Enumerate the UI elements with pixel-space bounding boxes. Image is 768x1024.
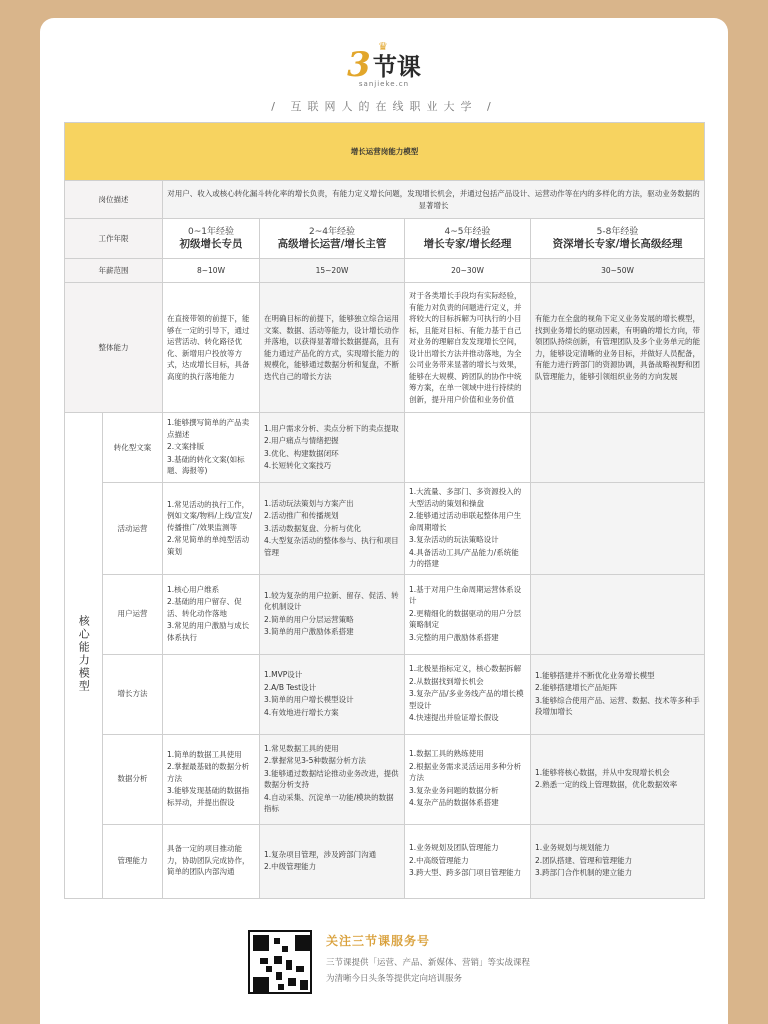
ability-item: 2.基础的用户留存、促活、转化动作落地 <box>167 597 242 618</box>
core-ability-cell <box>531 824 705 898</box>
years-col: 4~5年经验 增长专家/增长经理 <box>405 219 531 259</box>
ability-item: 1.能够搭建并不断优化业务增长模型 <box>535 670 655 680</box>
core-ability-cell <box>260 574 405 654</box>
ability-item: 2.能够搭建增长产品矩阵 <box>535 683 618 692</box>
core-ability-cell <box>163 574 260 654</box>
ability-model-table <box>64 122 705 899</box>
crown-icon: ♛ <box>378 40 388 53</box>
ability-item: 2.常见简单的单纯型活动策划 <box>167 535 250 556</box>
core-ability-cell <box>405 483 531 575</box>
ability-item: 1.业务规划与规划能力 <box>535 843 610 853</box>
ability-item: 3.基础的转化文案(如标题、海报等) <box>167 454 245 476</box>
core-ability-cell <box>405 734 531 824</box>
ability-item: 2.根据业务需求灵活运用多种分析方法 <box>409 761 522 783</box>
core-ability-label: 管理能力 <box>103 824 163 898</box>
poster-card <box>40 18 728 1024</box>
core-ability-cell <box>531 654 705 734</box>
ability-item: 4.复杂产品的数据体系搭建 <box>409 798 499 808</box>
ability-item: 1.能够撰写简单的产品卖点描述 <box>167 418 250 439</box>
ability-item: 具备一定的项目推动能力，协助团队完成协作，简单的团队内部沟通 <box>167 844 250 877</box>
footer <box>40 930 728 1010</box>
years-col: 2~4年经验 高级增长运营/增长主管 <box>260 219 405 259</box>
core-ability-cell <box>531 413 705 483</box>
ability-item: 1.大流量、多部门、多资源投入的大型活动的策划和操盘 <box>409 487 522 508</box>
ability-item: 3.能够综合使用产品、运营、数据、技术等多种手段增加增长 <box>535 695 700 716</box>
core-ability-cell <box>531 574 705 654</box>
ability-item: 3.简单的用户增长模型设计 <box>264 695 354 704</box>
ability-item: 3.活动数据复盘、分析与优化 <box>264 523 362 533</box>
ability-item: 2.团队搭建、管理和管理能力 <box>535 855 633 865</box>
core-ability-cell <box>163 824 260 898</box>
ability-item: 1.核心用户维系 <box>167 584 220 594</box>
ability-item: 2.掌握最基础的数据分析方法 <box>167 762 250 783</box>
ability-item: 1.北极星指标定义，核心数据拆解 <box>409 664 522 674</box>
ability-item: 1.数据工具的熟练使用 <box>409 749 484 759</box>
ability-item: 1.基于对用户生命周期运营体系设计 <box>409 584 522 606</box>
footer-title: 关注三节课服务号 <box>326 934 431 948</box>
overall-cell: 对于各类增长手段均有实际经验，有能力对负责的问题进行定义，并将较大的目标拆解为可执行的小目标，且能对目标、有能力基于自己对业务的理解自发发现增长空间，设计出增长方法并推动落地，为全公司业务带来显著的增长与效果，能够在大规模、跨团队的协作中统筹方案，在单一领域中进行持续的创新，提升用户价值和业务价值 <box>405 283 531 413</box>
core-ability-label: 增长方法 <box>103 654 163 734</box>
ability-item: 1.用户需求分析、卖点分析下的卖点提取 <box>264 423 399 433</box>
ability-item: 1.复杂项目管理，涉及跨部门沟通 <box>264 849 377 859</box>
ability-item: 3.能够发现基础的数据指标异动，并提出假设 <box>167 786 250 807</box>
footer-line: 为清晰今日头条等提供定向培训服务 <box>326 974 463 984</box>
core-ability-cell <box>260 413 405 483</box>
core-ability-cell <box>405 824 531 898</box>
ability-item: 2.A/B Test设计 <box>264 682 317 692</box>
core-ability-cell <box>163 734 260 824</box>
ability-item: 3.复杂产品/多业务线产品的增长模型设计 <box>409 689 524 710</box>
ability-item: 2.从数据找到增长机会 <box>409 676 484 686</box>
ability-item: 3.简单的用户激励体系搭建 <box>264 627 354 636</box>
ability-item: 2.用户痛点与情绪把握 <box>264 436 339 445</box>
ability-item: 3.复杂业务问题的数据分析 <box>409 785 499 795</box>
ability-item: 4.长短转化文案技巧 <box>264 461 332 470</box>
ability-item: 2.中高级管理能力 <box>409 855 469 865</box>
ability-item: 1.业务规划及团队管理能力 <box>409 843 499 853</box>
core-row <box>65 483 705 575</box>
logo-number: 3 <box>347 45 371 85</box>
core-ability-cell <box>260 654 405 734</box>
core-row <box>65 413 705 483</box>
core-row <box>65 824 705 898</box>
salary-value: 30~50W <box>531 259 705 283</box>
ability-item: 2.简单的用户分层运营策略 <box>264 614 354 624</box>
ability-item: 4.大型复杂活动的整体参与、执行和项目管理 <box>264 536 399 557</box>
core-row <box>65 574 705 654</box>
ability-item: 1.简单的数据工具使用 <box>167 749 242 759</box>
ability-item: 2.中级管理能力 <box>264 862 317 871</box>
ability-item: 2.活动推广和传播规划 <box>264 511 339 520</box>
ability-item: 4.自动采集、沉淀单一功能/模块的数据指标 <box>264 792 394 813</box>
ability-item: 2.更精细化的数据驱动的用户分层策略制定 <box>409 608 522 630</box>
core-row <box>65 734 705 824</box>
overall-row <box>65 283 705 413</box>
core-ability-section <box>65 413 705 899</box>
ability-item: 1.较为复杂的用户拉新、留存、促活、转化机制设计 <box>264 590 399 611</box>
ability-item: 3.复杂活动的玩法策略设计 <box>409 535 499 544</box>
years-col: 0~1年经验 初级增长专员 <box>163 219 260 259</box>
core-ability-cell <box>405 574 531 654</box>
core-ability-cell <box>163 413 260 483</box>
core-ability-cell <box>163 483 260 575</box>
core-ability-cell <box>163 654 260 734</box>
logo-text: 节课 <box>372 53 421 81</box>
core-ability-cell <box>260 824 405 898</box>
core-ability-label: 数据分析 <box>103 734 163 824</box>
salary-value: 8~10W <box>163 259 260 283</box>
core-ability-cell <box>531 734 705 824</box>
ability-item: 1.常见活动的执行工作，例如文案/物料/上线/宣发/传播推广/效果监测等 <box>167 499 253 532</box>
ability-item: 3.能够通过数据结论推动业务改进，提供数据分析支持 <box>264 768 399 789</box>
years-row <box>65 219 705 259</box>
core-ability-label: 活动运营 <box>103 483 163 575</box>
ability-item: 3.优化、构建数据闭环 <box>264 448 339 458</box>
core-model-label: 核心能力模型 <box>65 413 103 899</box>
ability-item: 4.具备活动工具/产品能力/系统能力的搭建 <box>409 547 519 568</box>
position-description: 对用户、收入或核心转化漏斗转化率的增长负责，有能力定义增长问题，发现增长机会，并通过包括产品设计、运营动作等在内的多样化的方法，驱动业务数据的显著增长 <box>163 181 705 219</box>
salary-row <box>65 259 705 283</box>
page-title: 增长运营岗能力模型 <box>65 123 705 181</box>
qr-code-icon <box>248 930 312 994</box>
ability-item: 1.活动玩法策划与方案产出 <box>264 498 354 508</box>
core-ability-cell <box>405 413 531 483</box>
ability-item: 2.文案排版 <box>167 442 205 452</box>
brand-logo <box>40 40 728 88</box>
footer-line: 三节课提供「运营、产品、新媒体、营销」等实战课程 <box>326 958 531 968</box>
core-ability-label: 转化型文案 <box>103 413 163 483</box>
overall-cell: 有能力在全盘的视角下定义业务发展的增长模型，找到业务增长的驱动因素，有明确的增长方向，带领团队持续创新，有管理团队及多个业务单元的能力，能够设定清晰的业务目标，并做好人员配备，有能力进行跨部门的资源协调，具备战略视野和团队管理能力，能够引领组织业务的方向发展 <box>531 283 705 413</box>
overall-cell: 在明确目标的前提下，能够独立综合运用文案、数据、活动等能力，设计增长动作并落地，以获得显著增长数据提高，且有能力通过产品化的方式，实现增长能力的规模化，能够通过数据分析和复盘，不断迭代自己的增长方法 <box>260 283 405 413</box>
core-ability-cell <box>260 483 405 575</box>
salary-label: 年薪范围 <box>65 259 163 283</box>
slogan: / 互联网人的在线职业大学 / <box>271 100 497 113</box>
position-label: 岗位描述 <box>65 181 163 219</box>
ability-item: 4.有效地进行增长方案 <box>264 707 339 717</box>
overall-cell: 在直接带领的前提下，能够在一定的引导下，通过运营活动、转化路径优化、新增用户投放等方式，达成增长目标，具备高度的执行落地能力 <box>163 283 260 413</box>
overall-label: 整体能力 <box>65 283 163 413</box>
years-col: 5-8年经验 资深增长专家/增长高级经理 <box>531 219 705 259</box>
core-row <box>65 654 705 734</box>
ability-item: 4.快速提出并验证增长假设 <box>409 713 499 723</box>
core-ability-label: 用户运营 <box>103 574 163 654</box>
ability-item: 1.常见数据工具的使用 <box>264 743 339 753</box>
ability-item: 2.掌握常见3-5种数据分析方法 <box>264 756 366 765</box>
core-ability-cell <box>531 483 705 575</box>
salary-value: 20~30W <box>405 259 531 283</box>
core-ability-cell <box>405 654 531 734</box>
ability-item: 1.MVP设计 <box>264 670 303 679</box>
ability-item: 3.完整的用户激励体系搭建 <box>409 632 499 642</box>
ability-item: 2.熟悉一定的线上管理数据，优化数据效率 <box>535 780 678 789</box>
logo-domain: sanjieke.cn <box>358 80 410 88</box>
ability-item: 3.常见的用户激励与成长体系执行 <box>167 621 250 642</box>
years-label: 工作年限 <box>65 219 163 259</box>
ability-item: 3.跨部门合作机制的建立能力 <box>535 868 633 878</box>
ability-item: 3.跨大型、跨多部门项目管理能力 <box>409 868 522 878</box>
ability-item: 1.能够将核心数据，并从中发现增长机会 <box>535 767 670 777</box>
salary-value: 15~20W <box>260 259 405 283</box>
ability-item: 2.能够通过活动串联起整体用户生命周期增长 <box>409 511 522 532</box>
core-ability-cell <box>260 734 405 824</box>
